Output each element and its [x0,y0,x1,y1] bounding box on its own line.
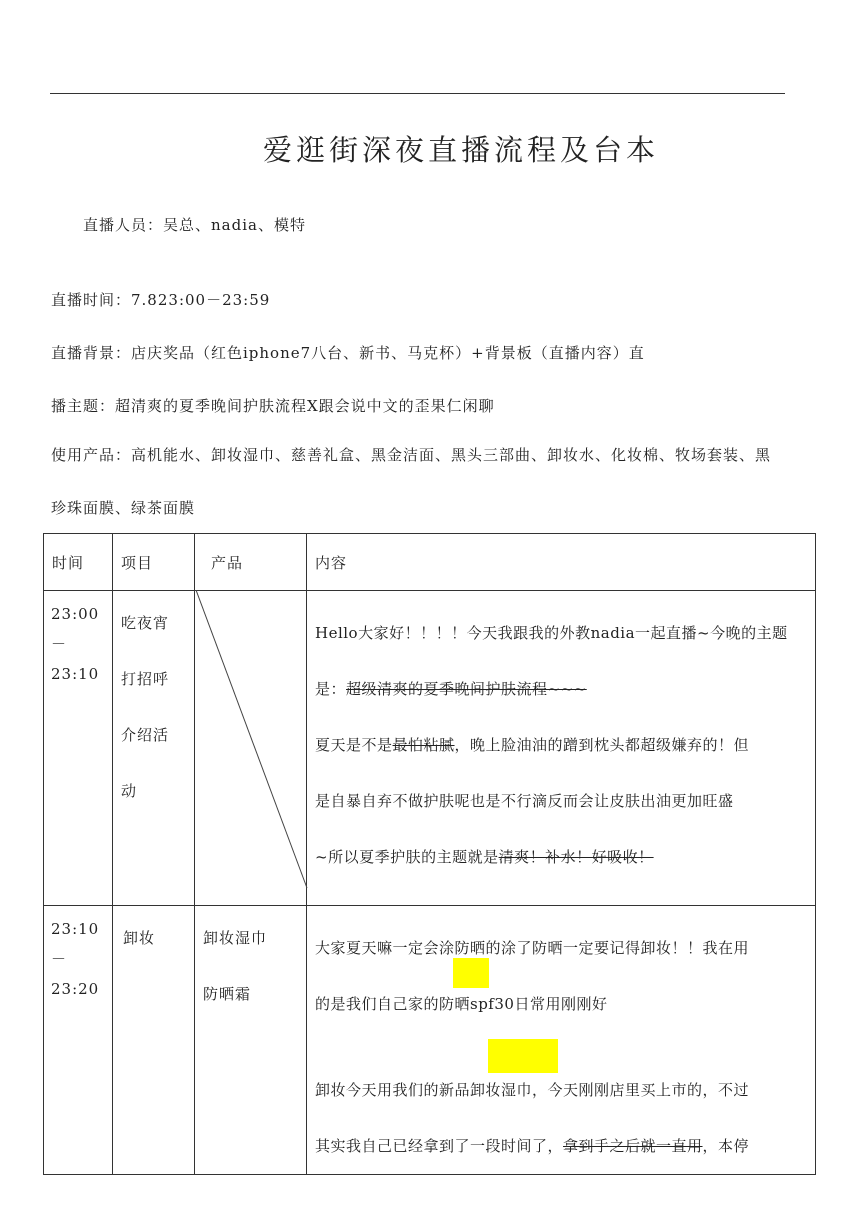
theme-line: 播主题：超清爽的夏季晚间护肤流程X跟会说中文的歪果仁闲聊 [51,397,495,415]
time-start: 23:00－ [51,605,100,653]
content-spacer [315,1032,811,1062]
item-label: 介绍活 [121,726,170,744]
item-label: 吃夜宵 [121,614,170,632]
page-title: 爱逛街深夜直播流程及台本 [262,133,659,167]
item-label: 卸妆 [123,929,156,947]
products-line-1: 使用产品：高机能水、卸妆湿巾、慈善礼盒、黑金洁面、黑头三部曲、卸妆水、化妆棉、牧场套装、黑 [51,446,772,464]
header-time: 时间 [44,534,113,591]
item-label: 动 [121,782,138,800]
content-cell [307,906,816,1175]
table-row [44,591,816,906]
content-line: 是自暴自弃不做护肤呢也是不行滴反而会让皮肤出油更加旺盛 [315,792,734,810]
header-rule [50,93,785,94]
time-end: 23:10 [51,665,100,683]
diagonal-slash-line [195,590,309,890]
content-line: 其实我自己已经拿到了一段时间了，拿到手之后就一直用，本停 [315,1137,750,1155]
schedule-table [43,533,816,1175]
content-line: 的是我们自己家的防晒spf30日常用刚刚好 [315,995,608,1013]
product-label: 防晒霜 [203,985,252,1003]
time-start: 23:10－ [51,920,100,968]
products-line-2: 珍珠面膜、绿茶面膜 [51,499,196,517]
product-label: 卸妆湿巾 [203,929,268,947]
content-line: 卸妆今天用我们的新品卸妆湿巾，今天刚刚店里买上市的，不过 [315,1081,750,1099]
hosts-line: 直播人员：吴总、nadia、模特 [83,216,306,234]
background-line: 直播背景：店庆奖品（红色iphone7八台、新书、马克杯）+背景板（直播内容）直 [51,344,645,362]
header-product: 产品 [195,534,307,591]
product-cell [195,906,307,1175]
content-line: 是：超级清爽的夏季晚间护肤流程~~~ [315,680,587,698]
table-row [44,906,816,1175]
item-cell [113,906,195,1175]
time-cell [44,906,113,1175]
item-cell [113,591,195,906]
time-cell [44,591,113,906]
header-content: 内容 [307,534,816,591]
time-line: 直播时间：7.823:00－23:59 [51,291,271,309]
content-cell [307,591,816,906]
content-line: Hello大家好！！！！今天我跟我的外教nadia一起直播~今晚的主题 [315,624,788,642]
content-line: 大家夏天嘛一定会涂防晒的涂了防晒一定要记得卸妆！！我在用 [315,939,750,957]
time-end: 23:20 [51,980,100,998]
content-line: ~所以夏季护肤的主题就是清爽！补水！好吸收！ [315,848,654,866]
content-line: 夏天是不是最怕粘腻，晚上脸油油的蹭到枕头都超级嫌弃的！但 [315,736,750,754]
header-item: 项目 [113,534,195,591]
table-header-row [44,534,816,591]
item-label: 打招呼 [121,670,170,688]
